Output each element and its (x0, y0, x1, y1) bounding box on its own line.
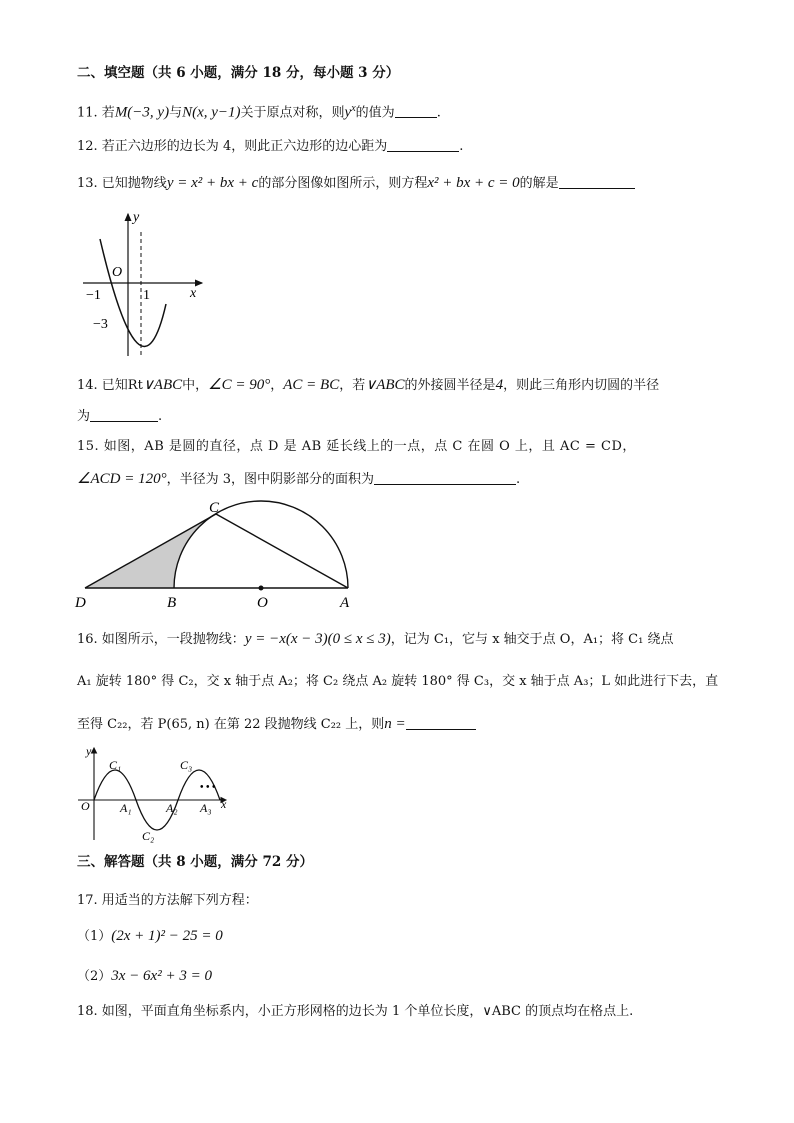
question-15-line-1: 15. 如图，AB 是圆的直径，点 D 是 AB 延长线上的一点，点 C 在圆 O 上，且 AC = CD， (77, 439, 636, 454)
label-c3: C₃ (180, 758, 193, 772)
x-label: x (221, 797, 227, 811)
origin-label: O (81, 799, 90, 813)
semicircle-figure-15 (70, 496, 370, 614)
segment-ca (216, 514, 348, 588)
question-16-line-1: 16. 如图所示，一段抛物线：y = −x(x − 3)(0 ≤ x ≤ 3)，记为 C₁，它与 x 轴交于点 O，A₁；将 C₁ 绕点 (77, 631, 674, 647)
answer-blank-13[interactable] (559, 174, 635, 189)
label-d: D (75, 595, 86, 611)
point-m: M(−3, y) (114, 104, 170, 121)
y-label: y (86, 744, 92, 758)
answer-blank-15[interactable] (374, 470, 516, 485)
answer-blank-11[interactable] (395, 103, 437, 118)
point-n: N(x, y−1) (182, 104, 241, 121)
parabola-curve (100, 239, 166, 346)
label-a3: A₃ (200, 801, 212, 815)
semicircle-arc (174, 501, 348, 588)
question-17-part-1: （1）(2x + 1)² − 25 = 0 (77, 928, 223, 944)
question-17-part-2: （2）3x − 6x² + 3 = 0 (77, 968, 212, 984)
tick-neg1: −1 (86, 288, 101, 303)
x-label: x (190, 286, 197, 301)
tick-neg3: −3 (93, 317, 108, 332)
continuation-dots: • • • (200, 782, 216, 793)
y-label: y (133, 210, 140, 225)
answer-blank-14[interactable] (90, 407, 158, 422)
label-o: O (257, 595, 268, 611)
question-13: 13. 已知抛物线y = x² + bx + c的部分图像如图所示，则方程x² + bx + c = 0的解是 (77, 174, 635, 193)
label-a: A (340, 595, 350, 611)
question-12: 12. 若正六边形的边长为 4，则此正六边形的边心距为 . (77, 139, 464, 154)
question-14-line-1: 14. 已知Rt∨ABC中，∠C = 90°，AC = BC，若∨ABC的外接圆半径是4，则此三角形内切圆的半径 (77, 377, 660, 393)
tick-1: 1 (143, 288, 150, 303)
answer-blank-12[interactable] (387, 137, 459, 152)
question-16-line-3: 至得 C₂₂，若 P(65, n) 在第 22 段抛物线 C₂₂ 上，则n = (77, 715, 476, 734)
answer-blank-16[interactable] (406, 715, 476, 730)
question-16-line-2: A₁ 旋转 180° 得 C₂，交 x 轴于点 A₂；将 C₂ 绕点 A₂ 旋转 180° 得 C₃，交 x 轴于点 A₃；L 如此进行下去，直 (77, 674, 719, 689)
label-c: C (209, 500, 220, 516)
section-3-title: 三、解答题（共 8 小题，满分 72 分） (77, 854, 313, 870)
label-c2: C₂ (142, 829, 155, 843)
question-18: 18. 如图，平面直角坐标系内，小正方形网格的边长为 1 个单位长度，∨ABC 的顶点均在格点上. (77, 1004, 634, 1019)
origin-label: O (112, 265, 123, 280)
parabola-chain-figure-16 (74, 742, 244, 846)
question-17: 17. 用适当的方法解下列方程： (77, 893, 258, 908)
label-a1: A₁ (120, 801, 132, 815)
label-c1: C₁ (109, 758, 122, 772)
question-11: 11. 若M(−3, y)与N(x, y−1)关于原点对称，则$y^x$的值为 . (77, 103, 441, 121)
parabola-figure-13 (78, 204, 213, 364)
question-14-line-2: 为 . (77, 409, 163, 424)
question-15-line-2: ∠ACD = 120°，半径为 3，图中阴影部分的面积为 . (77, 471, 521, 487)
label-b: B (167, 595, 177, 611)
section-2-title: 二、填空题（共 6 小题，满分 18 分，每小题 3 分） (77, 65, 400, 81)
center-point-o (259, 586, 264, 591)
label-a2: A₂ (166, 801, 178, 815)
